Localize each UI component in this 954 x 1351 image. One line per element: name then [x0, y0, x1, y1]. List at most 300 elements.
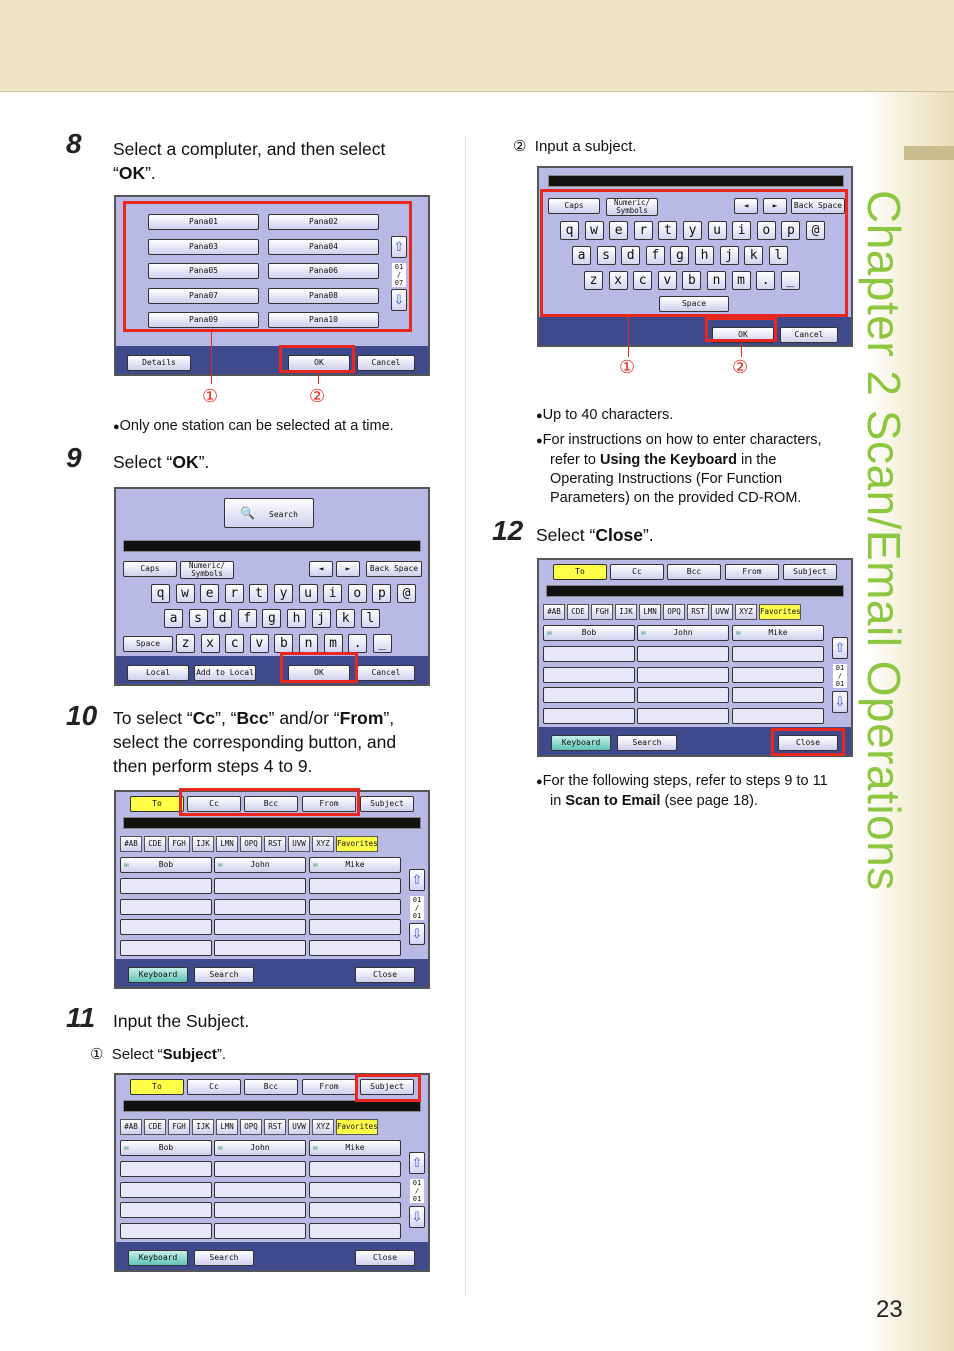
- contact-button[interactable]: [732, 625, 824, 641]
- bullet: ●: [113, 421, 120, 433]
- t: ” and/or “: [268, 708, 340, 728]
- empty-address-slot[interactable]: [543, 687, 635, 703]
- bcc-button[interactable]: Bcc: [244, 796, 298, 812]
- empty-address-slot[interactable]: [732, 646, 824, 662]
- details-button[interactable]: Details: [127, 355, 191, 371]
- step-11-sub1: [90, 1045, 226, 1063]
- marker: ①: [90, 1046, 104, 1063]
- contact-name: Mike: [345, 860, 365, 869]
- empty-address-slot[interactable]: [214, 919, 306, 935]
- envelope-icon: ✉: [313, 860, 318, 869]
- callout-1: ①: [619, 357, 636, 377]
- empty-address-slot[interactable]: [309, 1202, 401, 1218]
- key-h[interactable]: h: [287, 609, 306, 628]
- contact-button[interactable]: [214, 857, 306, 873]
- empty-address-slot[interactable]: [543, 646, 635, 662]
- page-indicator: [410, 1179, 424, 1203]
- subject-bold: Subject: [162, 1046, 217, 1063]
- subject-button[interactable]: Subject: [360, 796, 414, 812]
- empty-address-slot[interactable]: [309, 940, 401, 956]
- station-button[interactable]: Pana07: [148, 288, 259, 304]
- empty-address-slot[interactable]: [120, 899, 212, 915]
- tab-ijk[interactable]: IJK: [192, 1119, 214, 1135]
- numeric-label: Numeric/: [188, 561, 226, 570]
- arrow-right-button[interactable]: ►: [763, 198, 787, 214]
- station-button[interactable]: Pana09: [148, 312, 259, 328]
- page-indicator-part: /: [837, 672, 843, 680]
- ok-bold: OK: [172, 452, 199, 472]
- space-button[interactable]: Space: [659, 296, 729, 312]
- t: in: [550, 793, 566, 809]
- close-button[interactable]: Close: [778, 735, 838, 751]
- step-10-text: [113, 706, 396, 778]
- bcc-button[interactable]: Bcc: [667, 564, 721, 580]
- empty-address-slot[interactable]: [309, 919, 401, 935]
- address-screen-a: [114, 790, 430, 989]
- key-d[interactable]: d: [213, 609, 232, 628]
- add-to-local-button[interactable]: Add to Local: [194, 665, 256, 681]
- key-h[interactable]: h: [695, 246, 714, 265]
- text: Select “: [113, 452, 173, 472]
- key-m[interactable]: m: [324, 634, 343, 653]
- station-button[interactable]: Pana05: [148, 263, 259, 279]
- tab-opq[interactable]: OPQ: [240, 836, 262, 852]
- key-m[interactable]: m: [732, 271, 751, 290]
- empty-address-slot[interactable]: [214, 1223, 306, 1239]
- highlight-close: [771, 728, 845, 756]
- page-indicator-part: /: [414, 904, 420, 912]
- station-button[interactable]: Pana08: [268, 288, 379, 304]
- tab-ab[interactable]: #AB: [120, 1119, 142, 1135]
- tab-rst[interactable]: RST: [264, 1119, 286, 1135]
- contact-name: John: [250, 1143, 270, 1152]
- tab-fgh[interactable]: FGH: [168, 1119, 190, 1135]
- arrow-left-button[interactable]: ◄: [734, 198, 758, 214]
- column-divider: [465, 136, 466, 1296]
- key-g[interactable]: g: [262, 609, 281, 628]
- highlight-stations: [123, 201, 412, 332]
- t: Input a subject.: [534, 138, 637, 155]
- page-number: 23: [876, 1296, 903, 1323]
- key-f[interactable]: f: [646, 246, 665, 265]
- key-underscore[interactable]: _: [781, 271, 800, 290]
- local-button[interactable]: Local: [127, 665, 189, 681]
- highlight-ok: [705, 317, 777, 342]
- step-11-note-1: [536, 406, 673, 426]
- station-button[interactable]: Pana03: [148, 239, 259, 255]
- key-l[interactable]: l: [769, 246, 788, 265]
- empty-address-slot[interactable]: [637, 646, 729, 662]
- highlight-ok: [279, 345, 355, 373]
- leader-line: [741, 342, 742, 357]
- search-button[interactable]: [224, 498, 314, 528]
- page-indicator: [833, 664, 847, 688]
- cc-bold: Cc: [192, 708, 216, 728]
- scroll-up-button[interactable]: ⇧: [409, 869, 425, 891]
- key-w[interactable]: w: [176, 584, 195, 603]
- tab-opq[interactable]: OPQ: [240, 1119, 262, 1135]
- note-text: Up to 40 characters.: [542, 407, 674, 423]
- envelope-icon: ✉: [124, 1143, 129, 1152]
- note-line: [536, 772, 828, 792]
- key-n[interactable]: n: [707, 271, 726, 290]
- empty-address-slot[interactable]: [637, 667, 729, 683]
- page-indicator-part: 01: [835, 680, 845, 688]
- symbols-label: Symbols: [191, 569, 223, 578]
- scroll-down-button[interactable]: ⇩: [409, 923, 425, 945]
- ok-button[interactable]: OK: [288, 355, 350, 371]
- empty-address-slot[interactable]: [214, 1161, 306, 1177]
- page-indicator-part: 01: [412, 896, 422, 904]
- step-8-line1: Select a compluter, and then select: [113, 139, 386, 159]
- arrow-left-button[interactable]: ◄: [309, 561, 333, 577]
- text-input-field[interactable]: [123, 540, 421, 552]
- contact-name: Bob: [158, 860, 174, 869]
- empty-address-slot[interactable]: [214, 1182, 306, 1198]
- empty-address-slot[interactable]: [732, 708, 824, 724]
- note-text: For instructions on how to enter characters,: [542, 432, 822, 448]
- contact-name: Bob: [158, 1143, 174, 1152]
- scroll-up-button[interactable]: ⇧: [832, 637, 848, 659]
- to-button[interactable]: To: [130, 796, 184, 812]
- bullet: ●: [536, 776, 543, 788]
- header-band: [0, 0, 954, 92]
- key-period[interactable]: .: [348, 634, 367, 653]
- step-10-line2: select the corresponding button, and: [113, 732, 397, 752]
- side-tab-marker: [904, 146, 954, 160]
- key-v[interactable]: v: [658, 271, 677, 290]
- cancel-button[interactable]: Cancel: [357, 355, 415, 371]
- keyboard-screen-search: [114, 487, 430, 686]
- key-d[interactable]: d: [621, 246, 640, 265]
- highlight-keyboard: [540, 189, 848, 317]
- empty-address-slot[interactable]: [543, 667, 635, 683]
- page-indicator-part: 01: [412, 912, 422, 920]
- step-11-text: Input the Subject.: [113, 1011, 250, 1031]
- step-12-text: [536, 523, 654, 547]
- empty-address-slot[interactable]: [120, 1223, 212, 1239]
- contact-button[interactable]: [309, 857, 401, 873]
- tab-opq[interactable]: OPQ: [663, 604, 685, 620]
- callout-2: ②: [309, 386, 326, 406]
- quote: “: [113, 163, 119, 183]
- note-line: Operating Instructions (For Function: [550, 471, 783, 487]
- empty-address-slot[interactable]: [214, 899, 306, 915]
- key-p[interactable]: p: [372, 584, 391, 603]
- envelope-icon: ✉: [218, 1143, 223, 1152]
- station-button[interactable]: Pana01: [148, 214, 259, 230]
- envelope-icon: ✉: [641, 628, 646, 637]
- backspace-button[interactable]: Back Space: [366, 561, 422, 577]
- key-k[interactable]: k: [336, 609, 355, 628]
- caps-button[interactable]: Caps: [548, 198, 600, 214]
- tab-cde[interactable]: CDE: [144, 1119, 166, 1135]
- from-button[interactable]: From: [725, 564, 779, 580]
- tab-ijk[interactable]: IJK: [615, 604, 637, 620]
- empty-address-slot[interactable]: [309, 899, 401, 915]
- search-button[interactable]: Search: [617, 735, 677, 751]
- empty-address-slot[interactable]: [309, 1182, 401, 1198]
- subject-input-field[interactable]: [548, 175, 844, 187]
- key-@[interactable]: @: [397, 584, 416, 603]
- bcc-button[interactable]: Bcc: [244, 1079, 298, 1095]
- key-i[interactable]: i: [323, 584, 342, 603]
- t: in the: [736, 452, 777, 468]
- search-label: Search: [269, 510, 298, 519]
- tab-rst[interactable]: RST: [687, 604, 709, 620]
- page-indicator-part: /: [414, 1187, 420, 1195]
- key-c[interactable]: c: [633, 271, 652, 290]
- callout-2: ②: [732, 357, 749, 377]
- page-indicator-part: 07: [394, 279, 404, 287]
- cc-button[interactable]: Cc: [610, 564, 664, 580]
- from-button[interactable]: From: [302, 796, 356, 812]
- tab-rst[interactable]: RST: [264, 836, 286, 852]
- step-12-number: 12: [492, 515, 524, 546]
- key-period[interactable]: .: [756, 271, 775, 290]
- key-t[interactable]: t: [658, 221, 677, 240]
- cc-button[interactable]: Cc: [187, 1079, 241, 1095]
- key-j[interactable]: j: [720, 246, 739, 265]
- t: Select “: [536, 525, 596, 545]
- key-z[interactable]: z: [176, 634, 195, 653]
- key-b[interactable]: b: [682, 271, 701, 290]
- key-y[interactable]: y: [274, 584, 293, 603]
- tab-lmn[interactable]: LMN: [216, 1119, 238, 1135]
- close-button[interactable]: Close: [355, 967, 415, 983]
- scroll-up-button[interactable]: ⇧: [409, 1152, 425, 1174]
- tab-ab[interactable]: #AB: [120, 836, 142, 852]
- numeric-symbols-button[interactable]: [180, 561, 234, 579]
- page-indicator-part: 01: [835, 664, 845, 672]
- empty-address-slot[interactable]: [543, 708, 635, 724]
- empty-address-slot[interactable]: [120, 1161, 212, 1177]
- tab-xyz[interactable]: XYZ: [312, 836, 334, 852]
- key-g[interactable]: g: [670, 246, 689, 265]
- empty-address-slot[interactable]: [120, 919, 212, 935]
- step-12-note: [536, 772, 828, 811]
- cancel-button[interactable]: Cancel: [780, 327, 838, 343]
- page-indicator: [410, 896, 424, 920]
- key-u[interactable]: u: [708, 221, 727, 240]
- key-x[interactable]: x: [609, 271, 628, 290]
- search-button[interactable]: Search: [194, 967, 254, 983]
- key-t[interactable]: t: [249, 584, 268, 603]
- tab-xyz[interactable]: XYZ: [312, 1119, 334, 1135]
- tab-uvw[interactable]: UVW: [711, 604, 733, 620]
- keyboard-button[interactable]: Keyboard: [551, 735, 611, 751]
- ok-bold: OK: [118, 163, 146, 183]
- empty-address-slot[interactable]: [214, 878, 306, 894]
- key-@[interactable]: @: [806, 221, 825, 240]
- key-u[interactable]: u: [299, 584, 318, 603]
- arrow-right-button[interactable]: ►: [336, 561, 360, 577]
- contact-button[interactable]: [120, 1140, 212, 1156]
- note-text: For the following steps, refer to steps 9 to 11: [542, 773, 828, 789]
- note-line: [536, 431, 822, 451]
- from-bold: From: [339, 708, 384, 728]
- t: ”.: [642, 525, 654, 545]
- page-indicator-part: 01: [394, 263, 404, 271]
- subject-button[interactable]: Subject: [783, 564, 837, 580]
- key-e[interactable]: e: [609, 221, 628, 240]
- tab-ijk[interactable]: IJK: [192, 836, 214, 852]
- key-w[interactable]: w: [585, 221, 604, 240]
- key-r[interactable]: r: [634, 221, 653, 240]
- key-z[interactable]: z: [584, 271, 603, 290]
- key-e[interactable]: e: [200, 584, 219, 603]
- bullet: ●: [536, 410, 543, 422]
- tab-fgh[interactable]: FGH: [591, 604, 613, 620]
- station-button[interactable]: Pana02: [268, 214, 379, 230]
- key-o[interactable]: o: [348, 584, 367, 603]
- ok-button[interactable]: OK: [288, 665, 350, 681]
- keyboard-button[interactable]: Keyboard: [128, 967, 188, 983]
- empty-address-slot[interactable]: [120, 1182, 212, 1198]
- key-o[interactable]: o: [757, 221, 776, 240]
- subject-button[interactable]: Subject: [360, 1079, 414, 1095]
- envelope-icon: ✉: [736, 628, 741, 637]
- key-k[interactable]: k: [744, 246, 763, 265]
- tab-uvw[interactable]: UVW: [288, 836, 310, 852]
- empty-address-slot[interactable]: [214, 940, 306, 956]
- key-v[interactable]: v: [250, 634, 269, 653]
- step-11-sub2: [513, 137, 637, 155]
- key-r[interactable]: r: [225, 584, 244, 603]
- tab-lmn[interactable]: LMN: [639, 604, 661, 620]
- note-text: Only one station can be selected at a time.: [119, 418, 394, 434]
- key-s[interactable]: s: [597, 246, 616, 265]
- empty-address-slot[interactable]: [637, 687, 729, 703]
- address-screen-b: [114, 1073, 430, 1272]
- cancel-button[interactable]: Cancel: [357, 665, 415, 681]
- key-f[interactable]: f: [238, 609, 257, 628]
- key-a[interactable]: a: [164, 609, 183, 628]
- station-button[interactable]: Pana04: [268, 239, 379, 255]
- key-i[interactable]: i: [732, 221, 751, 240]
- envelope-icon: ✉: [218, 860, 223, 869]
- key-a[interactable]: a: [572, 246, 591, 265]
- quote: ”.: [145, 163, 156, 183]
- page-indicator-part: 01: [412, 1179, 422, 1187]
- ok-button[interactable]: OK: [712, 327, 774, 343]
- close-button[interactable]: Close: [355, 1250, 415, 1266]
- step-8-line2: [113, 161, 385, 185]
- empty-address-slot[interactable]: [309, 1223, 401, 1239]
- marker: ②: [513, 138, 527, 155]
- leader-line: [211, 332, 212, 384]
- scroll-down-button[interactable]: ⇩: [409, 1206, 425, 1228]
- page-indicator-part: /: [396, 271, 402, 279]
- tab-cde[interactable]: CDE: [144, 836, 166, 852]
- to-button[interactable]: To: [130, 1079, 184, 1095]
- step-9-number: 9: [66, 442, 82, 473]
- contact-name: John: [673, 628, 693, 637]
- address-field[interactable]: [123, 817, 421, 829]
- cc-button[interactable]: Cc: [187, 796, 241, 812]
- step-11-number: 11: [66, 1002, 96, 1033]
- envelope-icon: ✉: [313, 1143, 318, 1152]
- key-c[interactable]: c: [225, 634, 244, 653]
- tab-fgh[interactable]: FGH: [168, 836, 190, 852]
- key-underscore[interactable]: _: [373, 634, 392, 653]
- contact-button[interactable]: [120, 857, 212, 873]
- search-icon: 🔍: [240, 506, 256, 520]
- chapter-title: Chapter 2 Scan/Email Operations: [858, 190, 910, 891]
- t: refer to: [550, 452, 600, 468]
- station-button[interactable]: Pana06: [268, 263, 379, 279]
- key-y[interactable]: y: [683, 221, 702, 240]
- from-button[interactable]: From: [302, 1079, 356, 1095]
- key-b[interactable]: b: [274, 634, 293, 653]
- tab-cde[interactable]: CDE: [567, 604, 589, 620]
- key-n[interactable]: n: [299, 634, 318, 653]
- backspace-button[interactable]: Back Space: [791, 198, 845, 214]
- address-field[interactable]: [546, 585, 844, 597]
- empty-address-slot[interactable]: [732, 667, 824, 683]
- numeric-label: Numeric/: [613, 198, 651, 207]
- tab-favorites[interactable]: Favorites: [336, 836, 378, 852]
- highlight-cc-bcc-from: [179, 788, 360, 816]
- t: ”,: [383, 708, 395, 728]
- empty-address-slot[interactable]: [120, 940, 212, 956]
- key-q[interactable]: q: [151, 584, 170, 603]
- key-l[interactable]: l: [361, 609, 380, 628]
- key-q[interactable]: q: [560, 221, 579, 240]
- scroll-down-button[interactable]: ⇩: [391, 289, 407, 311]
- space-button[interactable]: Space: [123, 636, 173, 652]
- empty-address-slot[interactable]: [214, 1202, 306, 1218]
- empty-address-slot[interactable]: [120, 1202, 212, 1218]
- leader-line: [628, 317, 629, 357]
- key-p[interactable]: p: [781, 221, 800, 240]
- contact-button[interactable]: [309, 1140, 401, 1156]
- step-10-line3: then perform steps 4 to 9.: [113, 756, 313, 776]
- keyboard-ref-bold: Using the Keyboard: [599, 452, 737, 468]
- close-bold: Close: [595, 525, 643, 545]
- empty-address-slot[interactable]: [309, 878, 401, 894]
- tab-lmn[interactable]: LMN: [216, 836, 238, 852]
- empty-address-slot[interactable]: [120, 878, 212, 894]
- tab-uvw[interactable]: UVW: [288, 1119, 310, 1135]
- step-10-line1: [113, 706, 396, 730]
- tab-favorites[interactable]: Favorites: [336, 1119, 378, 1135]
- tab-favorites[interactable]: Favorites: [759, 604, 801, 620]
- bcc-bold: Bcc: [236, 708, 269, 728]
- search-button[interactable]: Search: [194, 1250, 254, 1266]
- to-button[interactable]: To: [553, 564, 607, 580]
- caps-button[interactable]: Caps: [123, 561, 177, 577]
- station-button[interactable]: Pana10: [268, 312, 379, 328]
- key-x[interactable]: x: [201, 634, 220, 653]
- page-indicator-part: 01: [412, 1195, 422, 1203]
- tab-xyz[interactable]: XYZ: [735, 604, 757, 620]
- key-j[interactable]: j: [312, 609, 331, 628]
- keyboard-button[interactable]: Keyboard: [128, 1250, 188, 1266]
- scroll-up-button[interactable]: ⇧: [391, 236, 407, 258]
- scroll-down-button[interactable]: ⇩: [832, 691, 848, 713]
- step-11-note-2: [536, 431, 822, 508]
- note-line: [536, 792, 828, 811]
- empty-address-slot[interactable]: [732, 687, 824, 703]
- empty-address-slot[interactable]: [637, 708, 729, 724]
- empty-address-slot[interactable]: [309, 1161, 401, 1177]
- contact-button[interactable]: [214, 1140, 306, 1156]
- tab-ab[interactable]: #AB: [543, 604, 565, 620]
- contact-button[interactable]: [637, 625, 729, 641]
- key-s[interactable]: s: [189, 609, 208, 628]
- contact-button[interactable]: [543, 625, 635, 641]
